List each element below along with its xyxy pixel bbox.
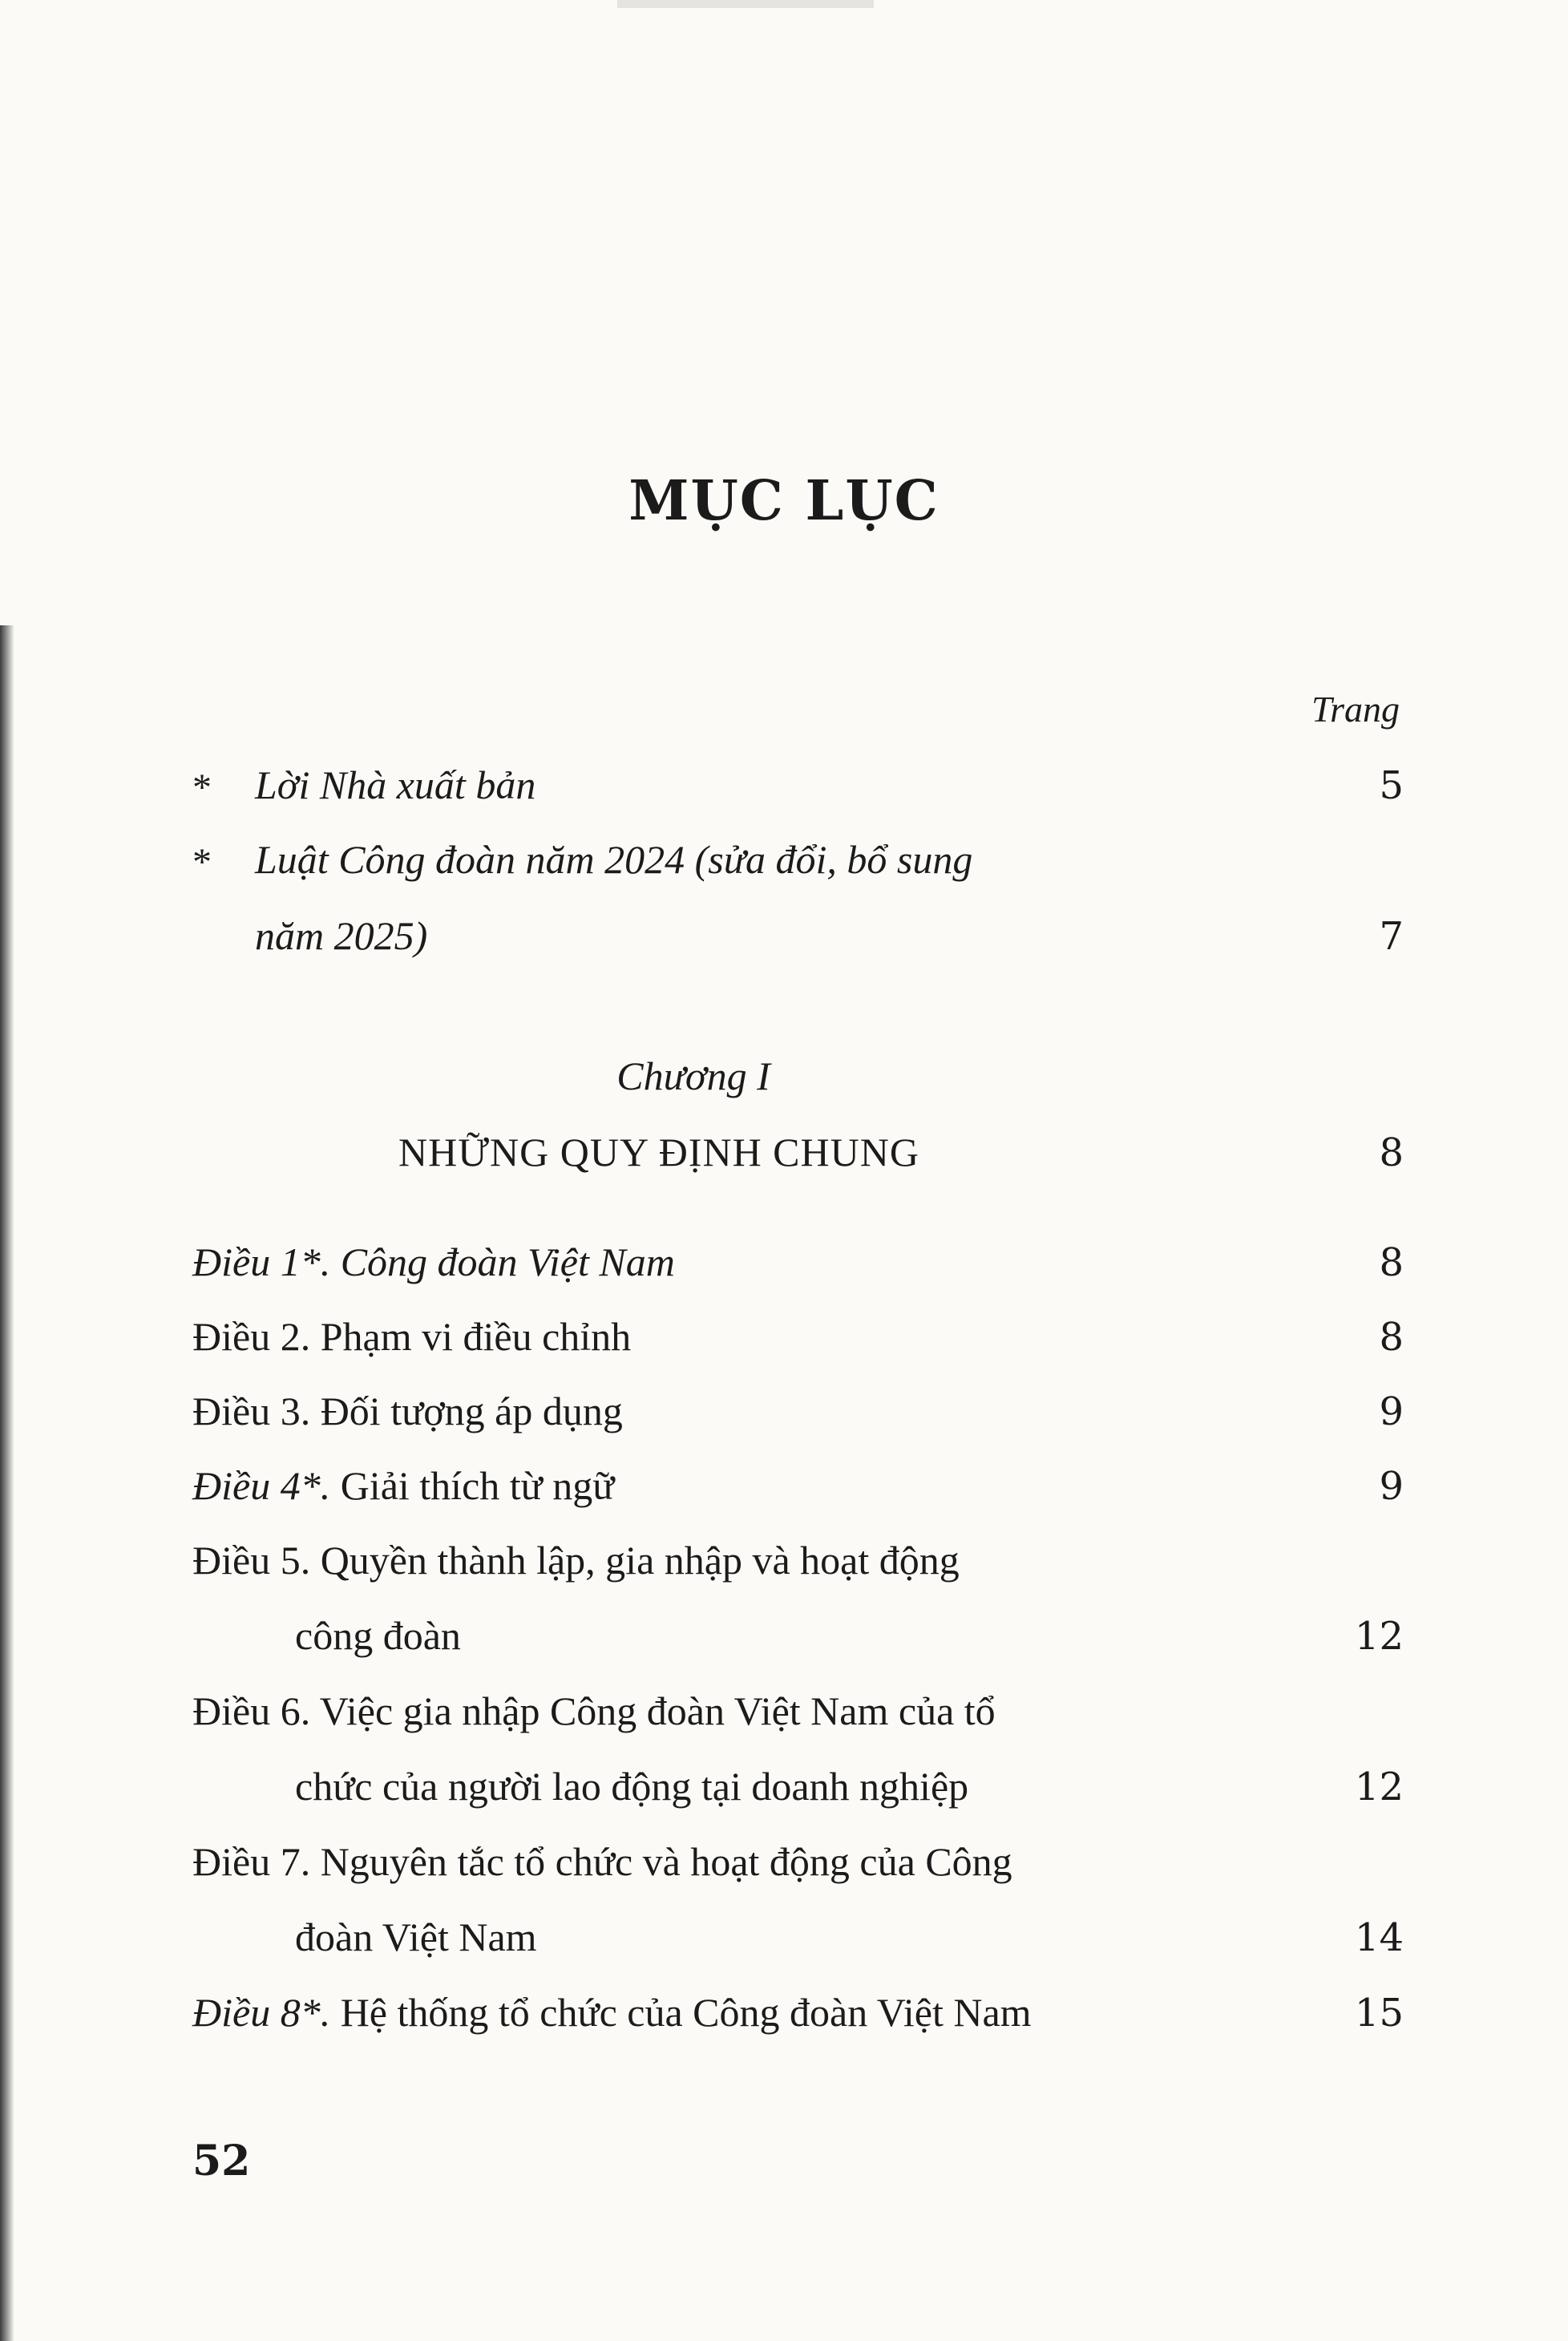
page-column-label: Trang (1311, 689, 1400, 730)
toc-article-8 (192, 1989, 1032, 2036)
article-page: 9 (1379, 1389, 1404, 1434)
page-title: MỤC LỤC (628, 469, 940, 533)
toc-entry-page: 7 (1379, 914, 1404, 959)
article-page: 9 (1379, 1464, 1404, 1509)
article-title: Nguyên tắc tổ chức và hoạt động của Công (310, 1839, 1012, 1884)
article-page: 12 (1354, 1614, 1404, 1659)
article-prefix: Điều 1*. (192, 1239, 331, 1284)
toc-entry-law-title-line1: Luật Công đoàn năm 2024 (sửa đổi, bổ sung (255, 837, 973, 882)
toc-article-7 (192, 1838, 1012, 1885)
article-prefix: Điều 6. (192, 1688, 311, 1733)
article-prefix: Điều 4*. (192, 1463, 331, 1508)
article-title: Giải thích từ ngữ (330, 1463, 615, 1508)
article-prefix: Điều 7. (192, 1839, 311, 1884)
toc-article-6 (192, 1688, 996, 1734)
chapter-page: 8 (1379, 1130, 1404, 1175)
article-page: 14 (1354, 1915, 1404, 1960)
toc-article-2 (192, 1313, 631, 1360)
toc-article-1 (192, 1239, 675, 1285)
article-page: 15 (1354, 1991, 1404, 2036)
article-prefix: Điều 2. (192, 1314, 311, 1359)
toc-bullet: * (192, 841, 212, 883)
article-title: Hệ thống tổ chức của Công đoàn Việt Nam (330, 1990, 1032, 2035)
article-title: Đối tượng áp dụng (310, 1389, 623, 1433)
toc-entry-law-title-line2: năm 2025) (255, 913, 428, 958)
article-prefix: Điều 8*. (192, 1990, 331, 2035)
article-page: 8 (1379, 1315, 1404, 1360)
toc-article-5 (192, 1537, 960, 1583)
chapter-label: Chương I (616, 1053, 770, 1098)
article-prefix: Điều 5. (192, 1538, 311, 1583)
article-title: Công đoàn Việt Nam (330, 1239, 675, 1284)
toc-article-7-line2: đoàn Việt Nam (295, 1914, 537, 1959)
chapter-title: NHỮNG QUY ĐỊNH CHUNG (398, 1130, 919, 1175)
article-title: Phạm vi điều chỉnh (310, 1314, 632, 1359)
article-title: Việc gia nhập Công đoàn Việt Nam của tổ (310, 1688, 996, 1733)
article-title: Quyền thành lập, gia nhập và hoạt động (310, 1538, 960, 1583)
page-number: 52 (192, 2137, 251, 2185)
binding-shadow (0, 625, 14, 2341)
toc-article-5-line2: công đoàn (295, 1613, 461, 1658)
top-edge-mark (617, 0, 874, 8)
toc-article-4 (192, 1462, 614, 1509)
toc-entry-publisher-note: Lời Nhà xuất bản (255, 762, 536, 807)
toc-article-3 (192, 1388, 623, 1434)
article-page: 12 (1354, 1765, 1404, 1809)
article-page: 8 (1379, 1240, 1404, 1285)
toc-entry-page: 5 (1379, 763, 1404, 808)
toc-bullet: * (192, 766, 212, 809)
toc-article-6-line2: chức của người lao động tại doanh nghiệp (295, 1764, 969, 1809)
article-prefix: Điều 3. (192, 1389, 311, 1433)
